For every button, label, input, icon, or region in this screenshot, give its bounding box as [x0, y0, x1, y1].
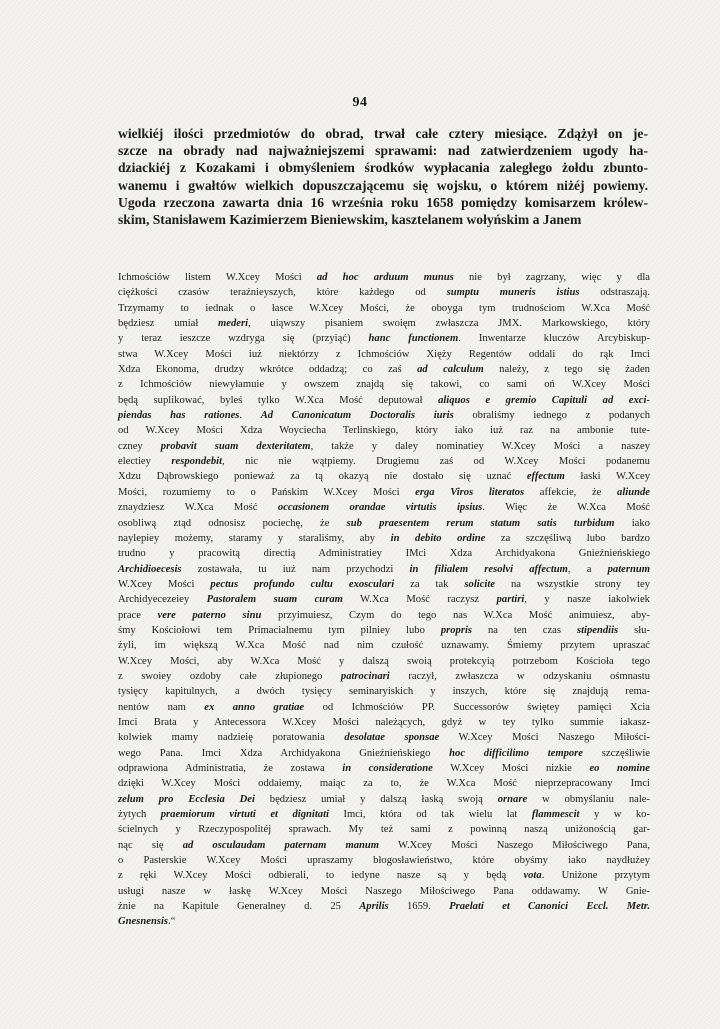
main-text-line: wanemu i gwałtów wielkich dopuszczającemu się wojsku, o którem niżéj powiemy.	[118, 177, 648, 193]
footnote-line: znaydziesz W.Xca Mość occasionem orandae virtutis ipsius. Więc że W.Xca Mość	[118, 502, 650, 514]
footnote-line: electiey respondebit, nic nie wątpiemy. Drugiemu zaś od W.Xcey Mości podanemu	[118, 456, 650, 468]
footnote-line: czney probavit suam dexteritatem, także y daley nominatiey W.Xcey Mości a naszey	[118, 440, 650, 452]
footnote-line: o Pasterskie W.Xcey Mości upraszamy błogosławieństwo, które obyśmy iako naydłużey	[118, 855, 650, 867]
footnote-line: żnie na Kapitule Generalney d. 25 Aprilis 1659. Praelati et Canonici Eccl. Metr.	[118, 901, 650, 913]
footnote-line: zelum pro Ecclesia Dei będziesz umiał y dalszą łaską swoją ornare w obmyślaniu nale-	[118, 793, 650, 805]
footnote-line: wego Pana. Imci Xdza Archidyakona Gnieźnieńskiego hoc difficilimo tempore szczęśliwie	[118, 747, 650, 759]
footnote-line: śmy Kościołowi tem Primacialnemu tym pilniey lubo propris na ten czas stipendiis słu-	[118, 624, 650, 636]
footnote-line: Mości, rozumiemy to o Pańskim W.Xcey Mości erga Viros literatos affekcie, że aliunde	[118, 486, 650, 498]
footnote-line: dzięki W.Xcey Mości oddaiemy, maiąc za to, że W.Xca Mość nieprzepracowany Imci	[118, 778, 650, 790]
footnote-line: Xdzu Dąbrowskiego ponieważ za tą okazyą nie dostało się uznać effectum łaski W.Xcey	[118, 471, 650, 483]
footnote-line: Ichmościów listem W.Xcey Mości ad hoc arduum munus nie był zagrzany, więc y dla	[118, 272, 651, 283]
footnote-line: nąc się ad osculaudam paternam manum W.Xcey Mości Naszego Miłościwego Pana,	[118, 839, 650, 851]
footnote-line: W.Xcey Mości, aby W.Xca Mość y dalszą swoią protekcyią potrzebom Kościoła tego	[118, 655, 650, 667]
footnote-line: żytych praemiorum virtuti et dignitati Imci, która od tak wielu lat flammescit y w ko-	[118, 809, 651, 821]
footnote-line: y teraz ieszcze wzdryga się (przyiąć) hanc functionem. Inwentarze kluczów Arcybiskup-	[118, 333, 650, 345]
footnote-line: odprawiona Administratia, że zostawa in consideratione W.Xcey Mości nizkie eo nomine	[118, 763, 650, 774]
footnote-line: Imci Brata y Antecessora W.Xcey Mości należących, gdyż w tey tylko summie iakasz-	[118, 716, 650, 728]
footnote-line: tysięcy kapitulnych, a dwóch tysięcy seminaryiskich y inszych, które się znajdują rema-	[118, 686, 650, 698]
footnote-line: od W.Xcey Mości Xdza Woyciecha Terlinskiego, który iako iuż raz na ambonie tute-	[118, 425, 650, 437]
footnote-letter-text	[118, 270, 650, 930]
page-number: 94	[352, 95, 368, 110]
main-text-line: szcze na obrady nad najważniejszemi sprawami: nad zatwierdzeniem ugody ha-	[118, 143, 648, 159]
footnote-line: Archidyecezeiey Pastoralem suam curam W.Xca Mość raczysz partiri, y nasze iakolwiek	[118, 594, 650, 606]
footnote-line: ścielnych y Rzeczypospolitéj sprawach. My też sami z powinną naszą uniżonością gar-	[118, 824, 650, 836]
main-text-line: wielkiéj ilości przedmiotów do obrad, trwał całe cztery miesiące. Zdążył on je-	[118, 126, 648, 141]
footnote-line: piendas has rationes. Ad Canonicatum Doctoralis iuris obraliśmy iednego z podanych	[118, 410, 651, 422]
footnote-line: trudno y pracowitą directią Administratiey IMci Xdza Archidyakona Gnieźnieńskiego	[118, 548, 650, 560]
main-text-line: skim, Stanisławem Kazimierzem Bieniewskim, kasztelanem wołyńskim a Janem	[118, 212, 582, 228]
main-text-paragraph	[118, 125, 648, 228]
footnote-line: z ręki W.Xcey Mości odbierali, to iedyne nasze są y będą vota. Uniżone przytym	[118, 870, 650, 882]
footnote-line: Xdza Ekonoma, drudzy wkrótce oddadzą; co zaś ad calculum należy, z tego się żaden	[118, 364, 650, 376]
footnote-line: Archidioecesis zostawała, tu iuż nam przychodzi in filialem resolvi affectum, a paternum	[118, 563, 650, 575]
footnote-line: Gnesnensis.“	[118, 916, 176, 928]
footnote-line: ciężkości czasów teraźnieyszych, które każdego od sumptu muneris istius odstraszają.	[118, 287, 651, 299]
footnote-line: naylepiey możemy, staramy y staraliśmy, aby in debito ordine za szczęśliwą lubo bardzo	[118, 532, 650, 544]
footnote-line: usługi nasze w łaskę W.Xcey Mości Naszego Miłościwego Pana oddawamy. W Gnie-	[118, 885, 650, 897]
footnote-line: Trzymamy to iednak o łasce W.Xcey Mości, że oboyga tym trudnościom W.Xca Mość	[118, 302, 650, 314]
footnote-line: z swoiey ozdoby całe złupionego patrocinari raczył, zwłaszcza w odzyskaniu ośmnastu	[118, 670, 650, 682]
footnote-line: nentów nam ex anno gratiae od Ichmościów PP. Successorów świętey pamięci Xcia	[118, 701, 650, 713]
footnote-line: osobliwą ztąd odnosisz pociechę, że sub praesentem rerum statum satis turbidum iako	[118, 517, 650, 529]
footnote-line: prace vere paterno sinu przyimuiesz, Czym do tego nas W.Xca Mość animuiesz, aby-	[118, 609, 650, 621]
main-text-line: dziackiéj z Kozakami i obmyśleniem środków wypłacania zaległego żołdu zbunto-	[118, 160, 648, 176]
footnote-line: z Ichmościów niewyłamuie y owszem znajdą się takowi, co sami oń W.Xcey Mości	[118, 379, 650, 391]
footnote-line: stwa W.Xcey Mości iuż niektórzy z Ichmościów Xięży Regentów oddali do rąk Imci	[118, 348, 650, 360]
footnote-line: W.Xcey Mości pectus profundo cultu exosculari za tak solicite na wszystkie strony tey	[118, 578, 650, 590]
main-text-line: Ugoda rzeczona zawarta dnia 16 września roku 1658 pomiędzy komisarzem królew-	[118, 194, 648, 210]
footnote-line: kolwiek mamy nadzieię poratowania desolatae sponsae W.Xcey Mości Naszego Miłości-	[118, 732, 650, 744]
footnote-line: będą suplikować, byleś tylko W.Xca Mość deputował aliquos e gremio Capituli ad exci-	[118, 394, 650, 406]
footnote-line: będziesz umiał mederi, uiąwszy pisaniem swoięm zwłaszcza JMX. Markowskiego, który	[118, 318, 651, 330]
footnote-line: żyli, im większą W.Xca Mość nad nim czułość uznawamy. Śmiemy przytem upraszać	[118, 640, 650, 652]
